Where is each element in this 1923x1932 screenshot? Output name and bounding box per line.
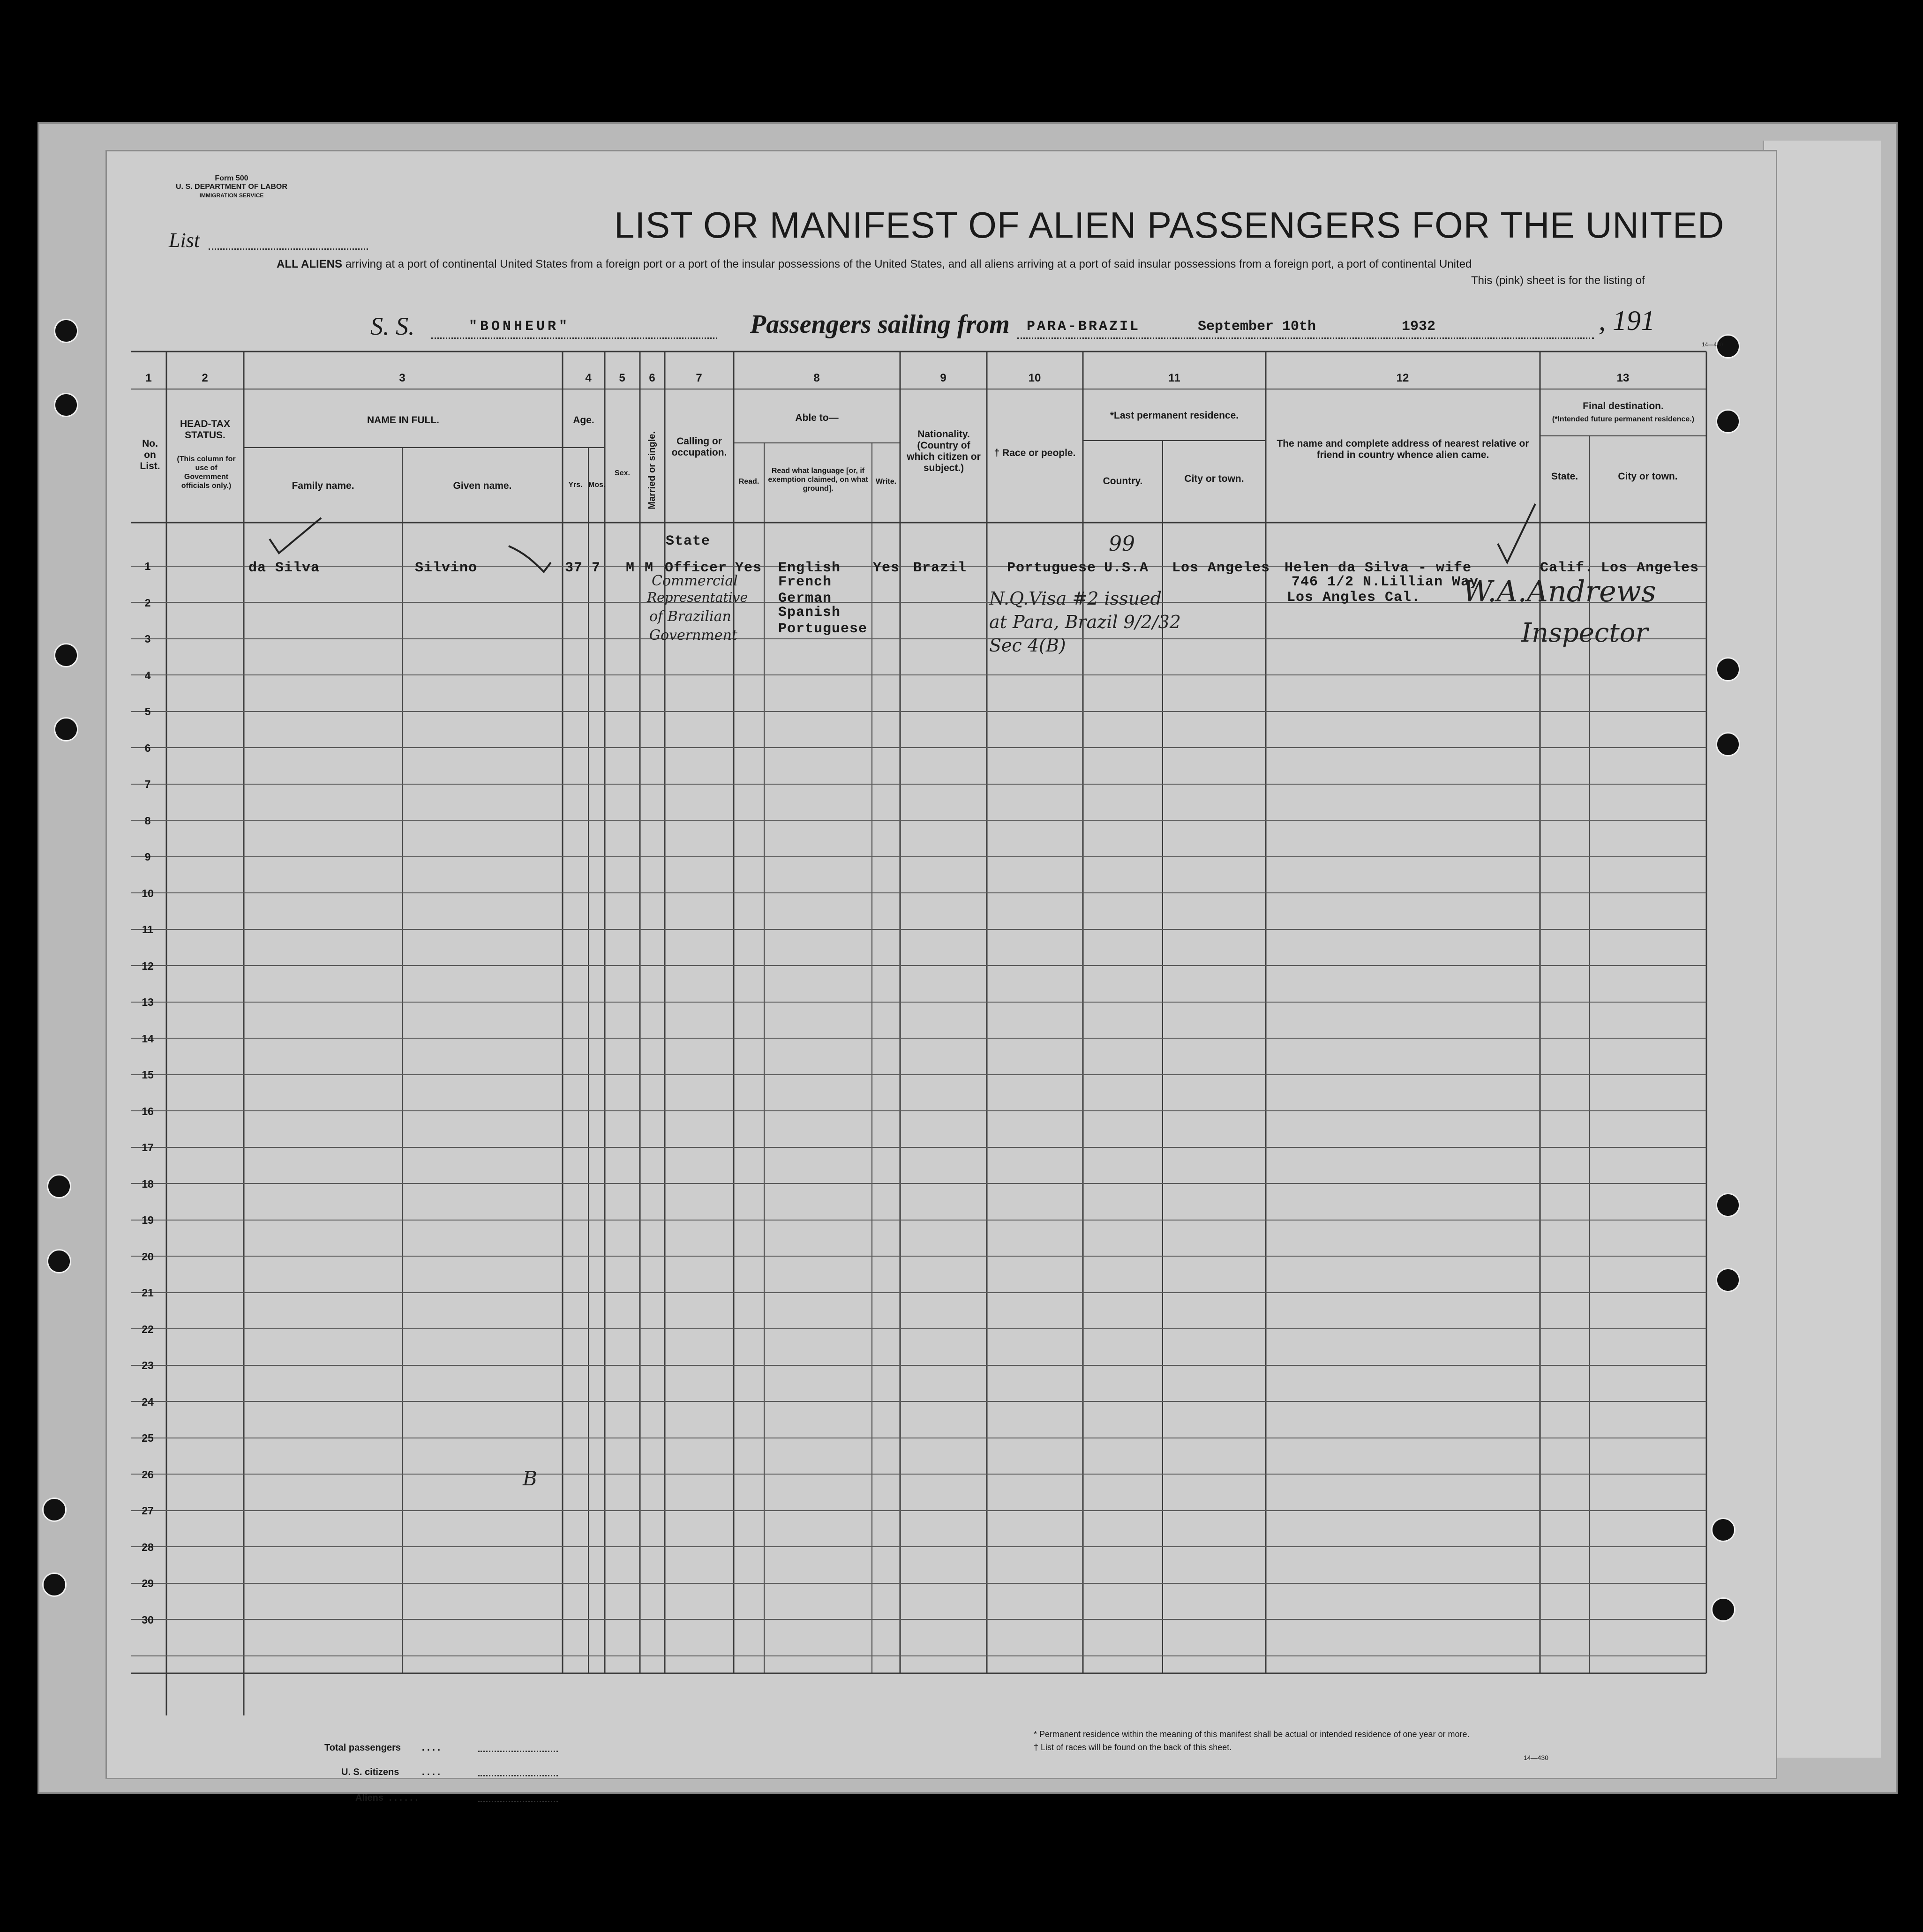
row-number: 13	[142, 996, 154, 1008]
form-number: Form 500	[215, 174, 248, 182]
passenger-nationality: Brazil	[913, 560, 967, 576]
row-number: 5	[144, 705, 151, 718]
passenger-dest-city: Los Angeles	[1601, 560, 1699, 576]
row-number: 8	[144, 815, 151, 827]
row-number: 2	[144, 597, 151, 609]
relative-line-1: Helen da Silva - wife	[1285, 560, 1472, 576]
service-name: IMMIGRATION SERVICE	[199, 192, 264, 199]
column-number: 3	[399, 372, 406, 384]
check-mark-icon	[1495, 502, 1538, 567]
row-number: 26	[142, 1468, 154, 1481]
row-number: 16	[142, 1105, 154, 1117]
ship-name: "BONHEUR"	[469, 319, 571, 335]
header-final-note: (*Intended future permanent residence.)	[1552, 415, 1695, 423]
printed-year: , 191	[1599, 305, 1655, 336]
header-head-tax: HEAD-TAX STATUS.	[180, 419, 230, 441]
relative-line-2: 746 1/2 N.Lillian Way	[1292, 574, 1479, 590]
row-number: 9	[144, 851, 151, 863]
header-married: Married or single.	[647, 431, 657, 509]
mark-row-26: B	[523, 1467, 537, 1490]
row-number: 22	[142, 1323, 154, 1335]
footer-note-2: † List of races will be found on the back of this sheet.	[1034, 1743, 1232, 1752]
passenger-language-1: English	[778, 560, 841, 576]
relative-line-3: Los Angles Cal.	[1287, 590, 1421, 606]
departure-date: September 10th	[1198, 319, 1316, 335]
footer-us-citizens: U. S. citizens	[341, 1767, 399, 1777]
header-final-destination: Final destination.	[1583, 401, 1664, 412]
header-city-town: City or town.	[1184, 473, 1244, 484]
row-number: 17	[142, 1141, 154, 1153]
row-number: 25	[142, 1432, 154, 1444]
passenger-race: Portuguese	[1007, 560, 1097, 576]
row-number: 11	[142, 923, 154, 936]
row-number: 7	[144, 778, 151, 790]
column-number: 9	[940, 372, 946, 384]
row-number: 28	[142, 1541, 154, 1553]
row-number: 4	[144, 669, 151, 681]
column-number: 8	[813, 372, 820, 384]
column-number: 6	[649, 372, 655, 384]
footer-note-1: * Permanent residence within the meaning of this manifest shall be actual or intended residence of one year or more.	[1034, 1730, 1470, 1739]
passenger-occupation-2: Officer	[665, 560, 728, 576]
header-given-name: Given name.	[453, 480, 512, 491]
subtitle-text: arriving at a port of continental United States from a foreign port or a port of the insular possessions of the United States, and all aliens arriving at a port of said insular possessions from a foreign port, a port of continental United	[345, 258, 1472, 270]
row-number: 10	[142, 887, 154, 899]
footer-code: 14—430	[1524, 1754, 1548, 1761]
page-title: LIST OR MANIFEST OF ALIEN PASSENGERS FOR THE UNITED	[614, 204, 1725, 246]
passenger-age-yrs: 37	[565, 560, 583, 576]
header-family-name: Family name.	[292, 480, 354, 491]
header-yrs: Yrs.	[568, 481, 583, 489]
inspector-title: Inspector	[1521, 618, 1648, 648]
list-label: List	[169, 229, 200, 252]
header-write: Write.	[875, 478, 897, 486]
header-race: † Race or people.	[994, 448, 1076, 458]
visa-note-1: N.Q.Visa #2 issued	[989, 588, 1162, 609]
passenger-dest-state: Calif.	[1540, 560, 1594, 576]
header-nationality: Nationality. (Country of which citizen or subject.)	[907, 429, 981, 473]
header-country: Country.	[1103, 476, 1143, 487]
column-number: 11	[1168, 372, 1180, 384]
column-number: 12	[1396, 372, 1409, 384]
row-number: 29	[142, 1577, 154, 1589]
department-name: U. S. DEPARTMENT OF LABOR	[176, 183, 287, 191]
passenger-country: U.S.A	[1104, 560, 1149, 576]
occupation-handwriting-2: Representative	[647, 590, 748, 605]
header-head-tax-note: (This column for use of Government officials only.)	[177, 455, 236, 490]
header-read: Read.	[738, 478, 759, 486]
row-number: 1	[144, 560, 151, 572]
us-citizens-line	[478, 1775, 558, 1776]
passenger-language-5: Portuguese	[778, 621, 868, 637]
row-number: 24	[142, 1396, 154, 1408]
header-sex: Sex.	[615, 469, 630, 477]
passenger-language-4: Spanish	[778, 605, 841, 621]
row-number: 6	[144, 742, 151, 754]
header-read-language: Read what language [or, if exemption claimed, on what ground].	[768, 467, 868, 493]
header-no-on-list: No. on List.	[140, 438, 160, 472]
form-subtitle-2: This (pink) sheet is for the listing of	[1471, 274, 1645, 287]
row-number: 21	[142, 1287, 154, 1299]
total-passengers-line	[478, 1751, 558, 1752]
check-mark-icon	[267, 516, 323, 558]
subtitle-bold: ALL ALIENS	[277, 258, 343, 270]
column-number: 10	[1028, 372, 1041, 384]
aliens-line	[478, 1801, 558, 1802]
footer-total-passengers: Total passengers	[324, 1743, 401, 1753]
header-name-in-full: NAME IN FULL.	[367, 415, 439, 426]
passenger-write: Yes	[873, 560, 900, 576]
occupation-handwriting-4: Government	[649, 627, 737, 644]
passenger-language-2: French	[778, 574, 832, 590]
row-number: 12	[142, 960, 154, 972]
passenger-age-mos: 7	[592, 560, 601, 576]
column-number: 2	[202, 372, 208, 384]
inspector-signature: W.A.Andrews	[1463, 574, 1656, 608]
footer-aliens: Aliens	[355, 1793, 384, 1803]
mark-99: 99	[1109, 532, 1135, 556]
header-able-to: Able to—	[795, 412, 839, 423]
visa-note-2: at Para, Brazil 9/2/32	[989, 612, 1181, 632]
column-number: 5	[619, 372, 625, 384]
print-code: 14—430	[1702, 341, 1723, 348]
passenger-read: Yes	[735, 560, 762, 576]
row-number: 23	[142, 1359, 154, 1371]
departure-port: PARA-BRAZIL	[1027, 319, 1141, 335]
row-number: 14	[142, 1033, 154, 1045]
departure-year: 1932	[1402, 319, 1436, 335]
passenger-given-name: Silvino	[415, 560, 478, 576]
ss-label: S. S.	[370, 312, 415, 340]
column-number: 13	[1616, 372, 1630, 384]
row-number: 15	[142, 1069, 154, 1081]
header-age: Age.	[573, 415, 594, 426]
passenger-sex: M	[626, 560, 635, 576]
column-number: 4	[585, 372, 592, 384]
footer-dots: . . . . . .	[389, 1793, 418, 1803]
row-number: 18	[142, 1178, 154, 1190]
occupation-handwriting-3: of Brazilian	[649, 608, 731, 625]
passenger-city: Los Angeles	[1172, 560, 1270, 576]
row-number: 19	[142, 1214, 154, 1226]
passenger-married: M	[645, 560, 654, 576]
column-number: 1	[145, 372, 152, 384]
header-state: State.	[1551, 471, 1578, 482]
header-dest-city: City or town.	[1618, 471, 1678, 482]
header-relative: The name and complete address of nearest relative or friend in country whence alien came.	[1277, 438, 1529, 460]
header-mos: Mos.	[588, 481, 606, 489]
visa-note-3: Sec 4(B)	[989, 635, 1066, 656]
check-mark-icon	[506, 544, 553, 577]
header-last-residence: *Last permanent residence.	[1110, 410, 1239, 421]
row-number: 27	[142, 1505, 154, 1517]
passenger-occupation-1: State	[666, 533, 711, 549]
row-number: 3	[144, 633, 151, 645]
passenger-family-name: da Silva	[248, 560, 320, 576]
footer-dots: . . . .	[422, 1743, 440, 1753]
sailing-label: Passengers sailing from	[750, 310, 1010, 339]
footer-dots: . . . .	[422, 1767, 440, 1777]
row-number: 20	[142, 1251, 154, 1263]
header-calling: Calling or occupation.	[671, 436, 727, 458]
occupation-handwriting-1: Commercial	[652, 573, 738, 589]
column-number: 7	[696, 372, 702, 384]
row-number: 30	[142, 1614, 154, 1626]
passenger-language-3: German	[778, 591, 832, 607]
